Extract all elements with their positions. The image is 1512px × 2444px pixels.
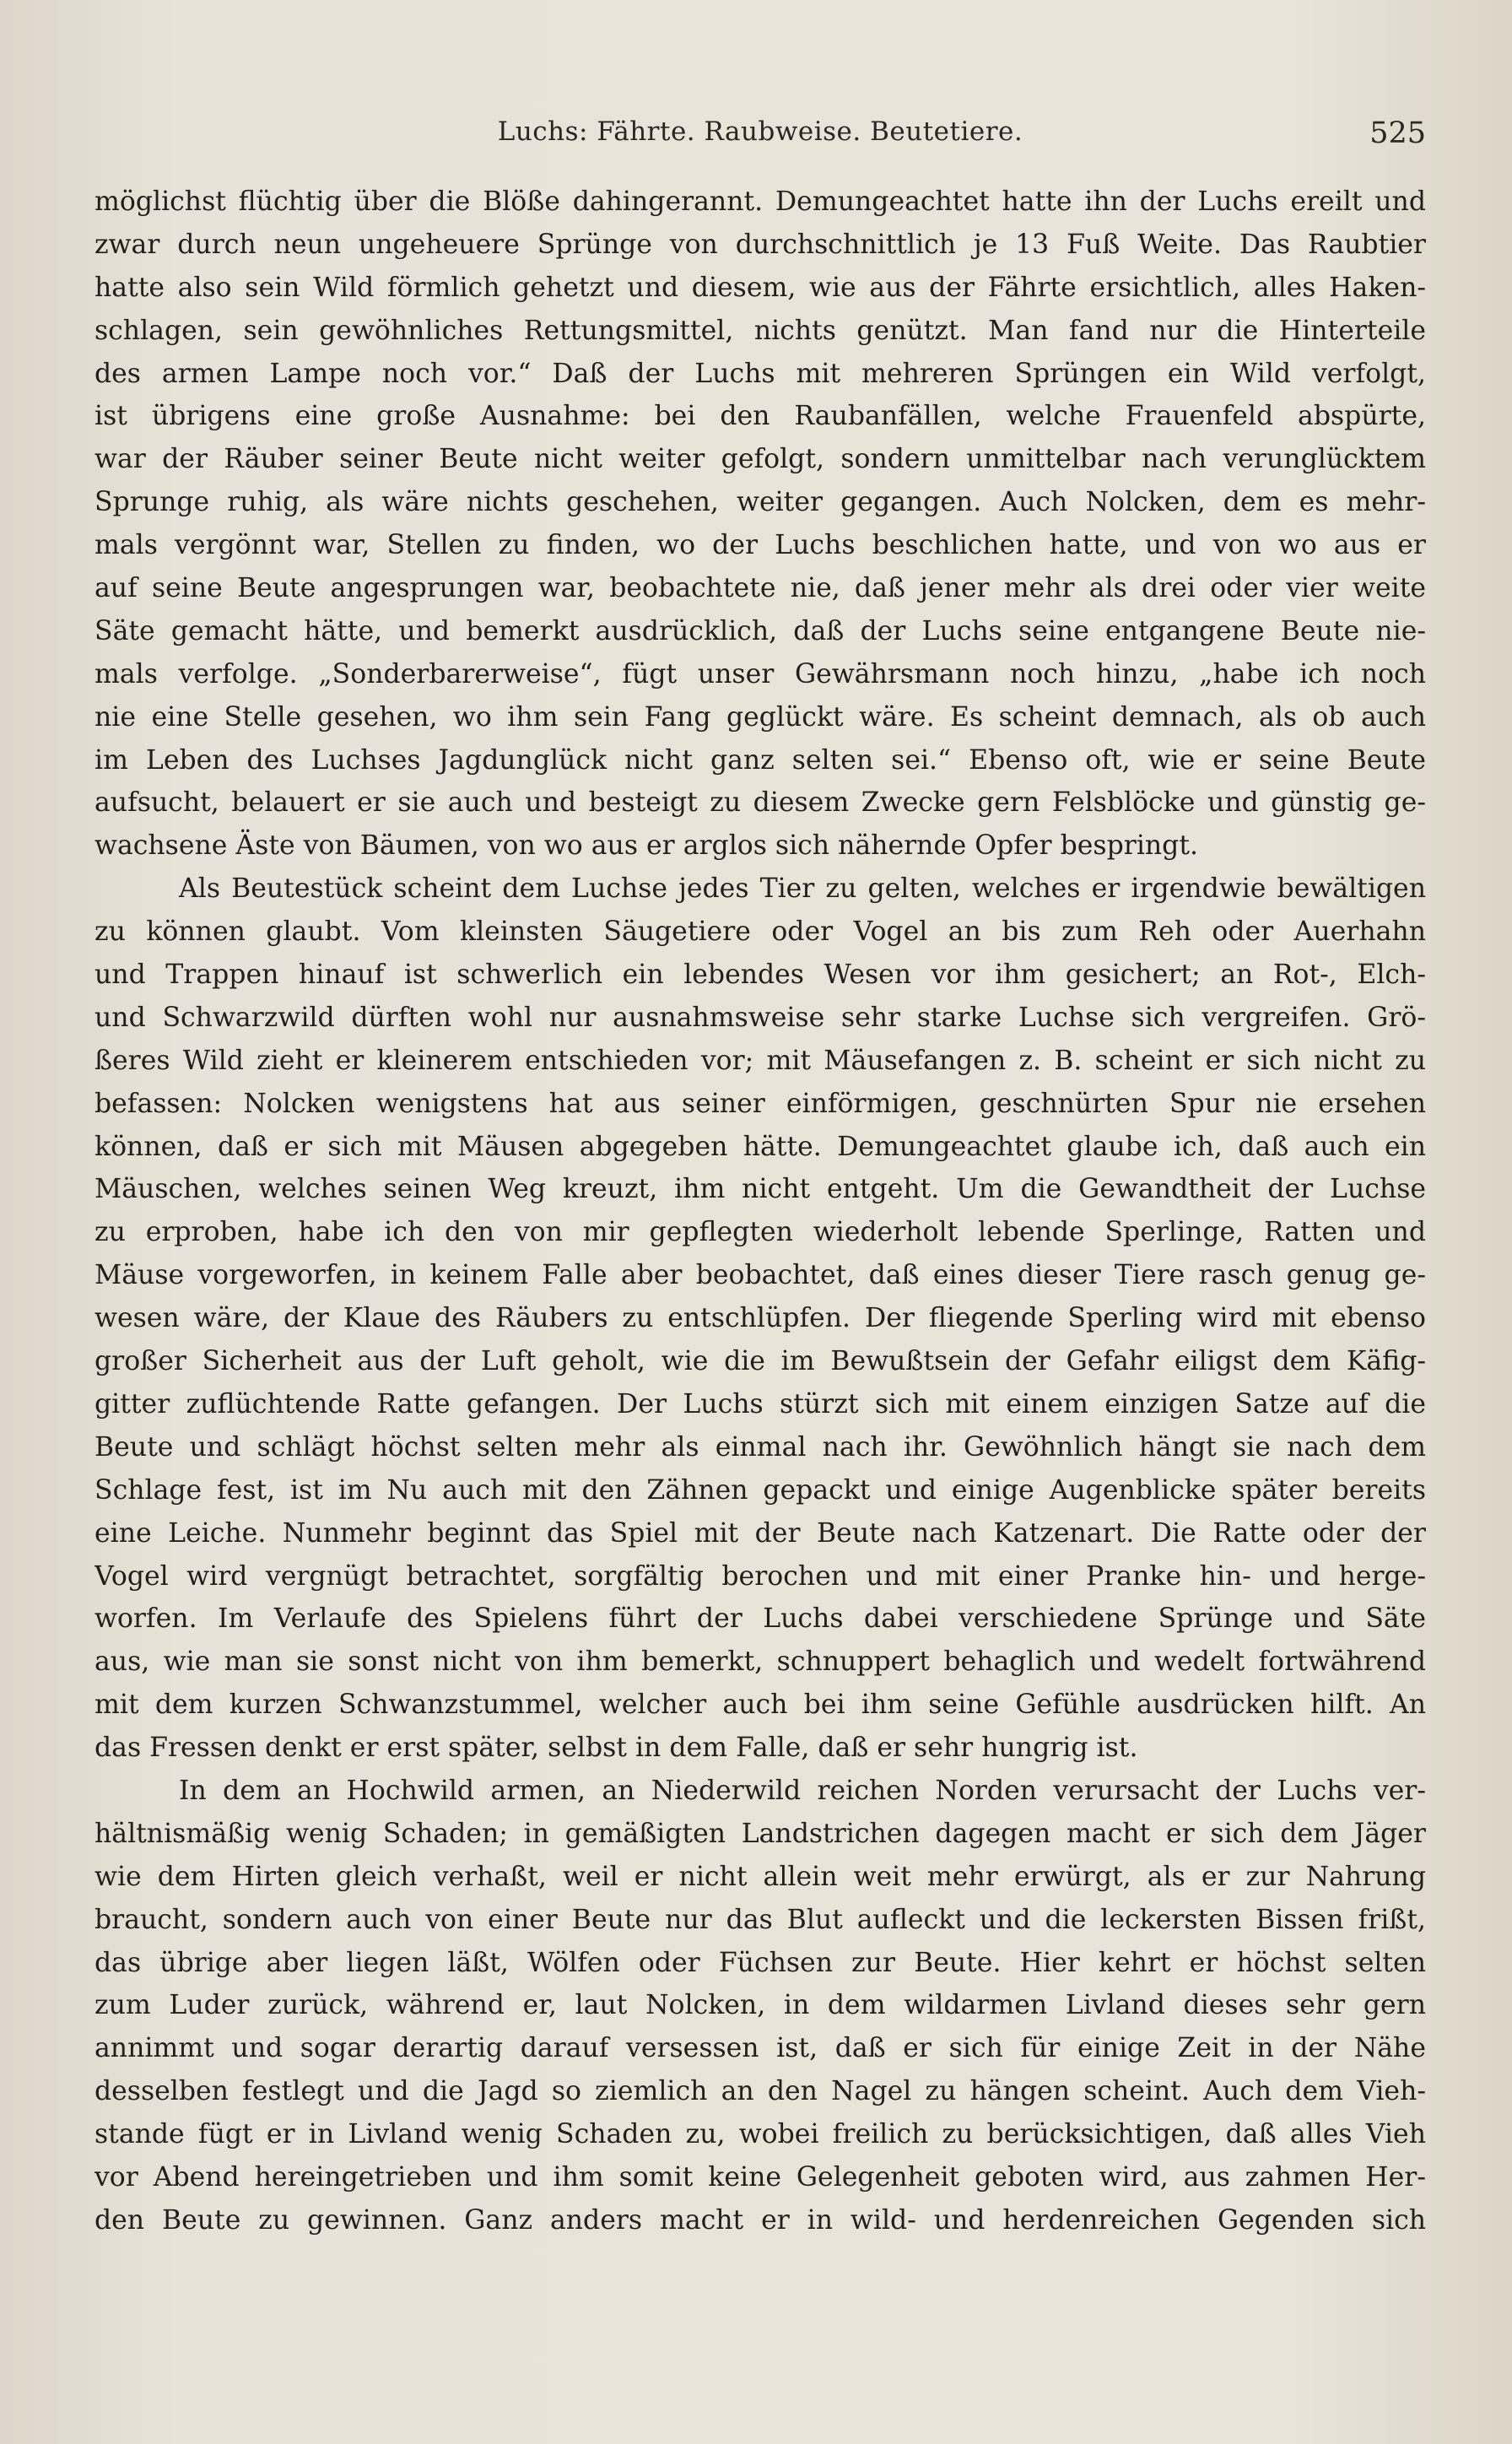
text-line: Säte gemacht hätte, und bemerkt ausdrücklich, daß der Luchs seine entgangene Beute nie-	[94, 615, 1426, 646]
text-line: Mäuschen, welches seinen Weg kreuzt, ihm nicht entgeht. Um die Gewandtheit der Luchse	[94, 1174, 1426, 1205]
text-line: ßeres Wild zieht er kleinerem entschieden vor; mit Mäusefangen z. B. scheint er sich nicht zu	[94, 1045, 1426, 1076]
text-line: zu erproben, habe ich den von mir gepflegten wiederholt lebende Sperlinge, Ratten und	[94, 1217, 1426, 1248]
text-line: wesen wäre, der Klaue des Räubers zu entschlüpfen. Der fliegende Sperling wird mit ebenso	[94, 1303, 1426, 1334]
page-number: 525	[1369, 116, 1426, 150]
text-line: war der Räuber seiner Beute nicht weiter gefolgt, sondern unmittelbar nach verunglücktem	[94, 444, 1426, 475]
text-line: befassen: Nolcken wenigstens hat aus seiner einförmigen, geschnürten Spur nie ersehen	[94, 1088, 1426, 1119]
text-line: Beute und schlägt höchst selten mehr als einmal nach ihr. Gewöhnlich hängt sie nach dem	[94, 1431, 1426, 1463]
page-header	[94, 116, 1426, 167]
text-line: und Schwarzwild dürften wohl nur ausnahmsweise sehr starke Luchse sich vergreifen. Grö-	[94, 1002, 1426, 1033]
text-line: ist übrigens eine große Ausnahme: bei den Raubanfällen, welche Frauenfeld abspürte,	[94, 401, 1426, 432]
text-line: schlagen, sein gewöhnliches Rettungsmittel, nichts genützt. Man fand nur die Hinterteile	[94, 315, 1426, 346]
text-line: Schlage fest, ist im Nu auch mit den Zähnen gepackt und einige Augenblicke später bereits	[94, 1474, 1426, 1506]
text-line: eine Leiche. Nunmehr beginnt das Spiel mit der Beute nach Katzenart. Die Ratte oder der	[94, 1517, 1426, 1549]
paragraph-start-line: In dem an Hochwild armen, an Niederwild reichen Norden verursacht der Luchs ver-	[179, 1775, 1426, 1806]
text-line: vor Abend hereingetrieben und ihm somit keine Gelegenheit geboten wird, aus zahmen Her-	[94, 2161, 1426, 2193]
text-line: annimmt und sogar derartig darauf versessen ist, daß er sich für einige Zeit in der Nähe	[94, 2033, 1426, 2064]
text-line: können, daß er sich mit Mäusen abgegeben hätte. Demungeachtet glaube ich, daß auch ein	[94, 1131, 1426, 1162]
text-line: und Trappen hinauf ist schwerlich ein lebendes Wesen vor ihm gesichert; an Rot-, Elch-	[94, 960, 1426, 991]
text-line: zwar durch neun ungeheuere Sprünge von durchschnittlich je 13 Fuß Weite. Das Raubtier	[94, 229, 1426, 260]
text-line: Mäuse vorgeworfen, in keinem Falle aber beobachtet, daß eines dieser Tiere rasch genug ge-	[94, 1260, 1426, 1291]
text-line: worfen. Im Verlaufe des Spielens führt der Luchs dabei verschiedene Sprünge und Säte	[94, 1603, 1426, 1635]
text-line: mals vergönnt war, Stellen zu finden, wo der Luchs beschlichen hatte, und von wo aus er	[94, 530, 1426, 561]
text-line: auf seine Beute angesprungen war, beobachtete nie, daß jener mehr als drei oder vier weite	[94, 573, 1426, 604]
text-line: gitter zuflüchtende Ratte gefangen. Der Luchs stürzt sich mit einem einzigen Satze auf die	[94, 1388, 1426, 1419]
text-line: hatte also sein Wild förmlich gehetzt und diesem, wie aus der Fährte ersichtlich, alles Haken-	[94, 272, 1426, 303]
text-line: mals verfolge. „Sonderbarerweise“, fügt unser Gewährsmann noch hinzu, „habe ich noch	[94, 658, 1426, 689]
text-line: Sprunge ruhig, als wäre nichts geschehen, weiter gegangen. Auch Nolcken, dem es mehr-	[94, 487, 1426, 518]
text-line: aus, wie man sie sonst nicht von ihm bemerkt, schnuppert behaglich und wedelt fortwährend	[94, 1646, 1426, 1678]
text-line: hältnismäßig wenig Schaden; in gemäßigten Landstrichen dagegen macht er sich dem Jäger	[94, 1818, 1426, 1849]
text-line: den Beute zu gewinnen. Ganz anders macht er in wild- und herdenreichen Gegenden sich	[94, 2204, 1426, 2236]
text-line: zum Luder zurück, während er, laut Nolcken, in dem wildarmen Livland dieses sehr gern	[94, 1990, 1426, 2021]
text-line: möglichst flüchtig über die Blöße dahingerannt. Demungeachtet hatte ihn der Luchs ereilt und	[94, 187, 1426, 217]
text-line: zu können glaubt. Vom kleinsten Säugetiere oder Vogel an bis zum Reh oder Auerhahn	[94, 916, 1426, 948]
text-line: aufsucht, belauert er sie auch und besteigt zu diesem Zwecke gern Felsblöcke und günstig ge-	[94, 787, 1426, 819]
text-line: das übrige aber liegen läßt, Wölfen oder Füchsen zur Beute. Hier kehrt er höchst selten	[94, 1947, 1426, 1978]
text-line: im Leben des Luchses Jagdunglück nicht ganz selten sei.“ Ebenso oft, wie er seine Beute	[94, 744, 1426, 776]
paragraph-start-line: Als Beutestück scheint dem Luchse jedes Tier zu gelten, welches er irgendwie bewältigen	[179, 873, 1426, 905]
text-line: stande fügt er in Livland wenig Schaden zu, wobei freilich zu berücksichtigen, daß alles Vieh	[94, 2119, 1426, 2150]
text-line: wie dem Hirten gleich verhaßt, weil er nicht allein weit mehr erwürgt, als er zur Nahrung	[94, 1861, 1426, 1892]
text-line: desselben festlegt und die Jagd so ziemlich an den Nagel zu hängen scheint. Auch dem Vieh-	[94, 2076, 1426, 2107]
text-line: braucht, sondern auch von einer Beute nur das Blut aufleckt und die leckersten Bissen frißt,	[94, 1904, 1426, 1935]
text-line: mit dem kurzen Schwanzstummel, welcher auch bei ihm seine Gefühle ausdrücken hilft. An	[94, 1690, 1426, 1721]
body-text	[94, 181, 1426, 2242]
paragraph-end-line: das Fressen denkt er erst später, selbst in dem Falle, daß er sehr hungrig ist.	[94, 1733, 1138, 1764]
text-line: des armen Lampe noch vor.“ Daß der Luchs mit mehreren Sprüngen ein Wild verfolgt,	[94, 358, 1426, 389]
running-title: Luchs: Fährte. Raubweise. Beutetiere.	[497, 116, 1023, 147]
text-line: nie eine Stelle gesehen, wo ihm sein Fang geglückt wäre. Es scheint demnach, als ob auch	[94, 701, 1426, 733]
paragraph-end-line: wachsene Äste von Bäumen, von wo aus er arglos sich nähernde Opfer bespringt.	[94, 830, 1199, 862]
text-line: großer Sicherheit aus der Luft geholt, wie die im Bewußtsein der Gefahr eiligst dem Käfig-	[94, 1346, 1426, 1377]
text-line: Vogel wird vergnügt betrachtet, sorgfältig berochen und mit einer Pranke hin- und herge-	[94, 1560, 1426, 1592]
